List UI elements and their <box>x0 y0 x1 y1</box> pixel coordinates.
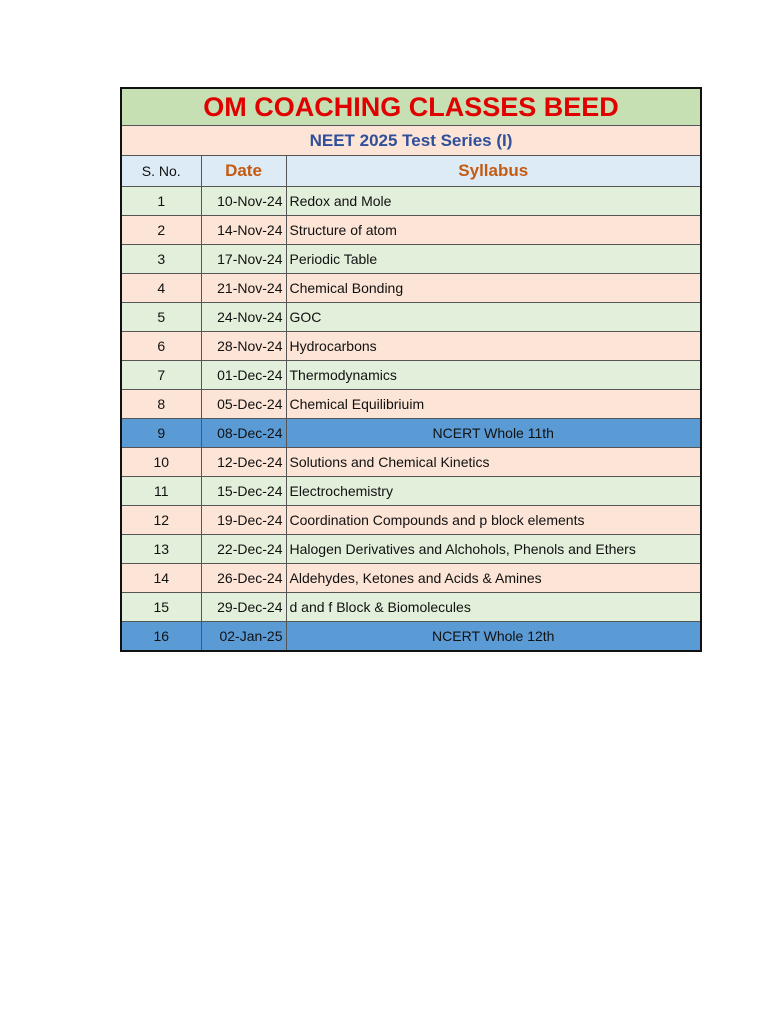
table-row <box>121 506 701 535</box>
row-date: 24-Nov-24 <box>201 303 286 332</box>
page-title: OM COACHING CLASSES BEED <box>121 88 701 126</box>
row-sno: 4 <box>121 274 201 303</box>
table-row <box>121 361 701 390</box>
row-syllabus: Thermodynamics <box>286 361 701 390</box>
row-sno: 7 <box>121 361 201 390</box>
row-syllabus: NCERT Whole 12th <box>286 622 701 652</box>
row-syllabus: Structure of atom <box>286 216 701 245</box>
test-series-table <box>120 87 702 652</box>
row-sno: 14 <box>121 564 201 593</box>
row-date: 05-Dec-24 <box>201 390 286 419</box>
row-sno: 12 <box>121 506 201 535</box>
row-sno: 3 <box>121 245 201 274</box>
row-syllabus: NCERT Whole 11th <box>286 419 701 448</box>
row-syllabus: Electrochemistry <box>286 477 701 506</box>
table-row <box>121 216 701 245</box>
row-sno: 1 <box>121 187 201 216</box>
row-sno: 13 <box>121 535 201 564</box>
page-subtitle: NEET 2025 Test Series (I) <box>121 126 701 156</box>
table-row <box>121 332 701 361</box>
table-row <box>121 622 701 652</box>
row-syllabus: Chemical Equilibriuim <box>286 390 701 419</box>
row-syllabus: Redox and Mole <box>286 187 701 216</box>
row-sno: 10 <box>121 448 201 477</box>
row-date: 17-Nov-24 <box>201 245 286 274</box>
row-date: 21-Nov-24 <box>201 274 286 303</box>
table-row <box>121 187 701 216</box>
row-syllabus: Aldehydes, Ketones and Acids & Amines <box>286 564 701 593</box>
header-syllabus: Syllabus <box>286 156 701 187</box>
row-sno: 9 <box>121 419 201 448</box>
row-date: 22-Dec-24 <box>201 535 286 564</box>
row-sno: 2 <box>121 216 201 245</box>
row-sno: 15 <box>121 593 201 622</box>
row-syllabus: GOC <box>286 303 701 332</box>
row-sno: 5 <box>121 303 201 332</box>
row-syllabus: Halogen Derivatives and Alchohols, Phenols and Ethers <box>286 535 701 564</box>
row-date: 26-Dec-24 <box>201 564 286 593</box>
header-row <box>121 156 701 187</box>
row-date: 28-Nov-24 <box>201 332 286 361</box>
header-date: Date <box>201 156 286 187</box>
row-syllabus: Periodic Table <box>286 245 701 274</box>
row-date: 08-Dec-24 <box>201 419 286 448</box>
row-sno: 16 <box>121 622 201 652</box>
table-row <box>121 274 701 303</box>
row-sno: 11 <box>121 477 201 506</box>
row-syllabus: Coordination Compounds and p block elements <box>286 506 701 535</box>
row-date: 19-Dec-24 <box>201 506 286 535</box>
table-row <box>121 303 701 332</box>
table-row <box>121 390 701 419</box>
table-row <box>121 245 701 274</box>
row-date: 02-Jan-25 <box>201 622 286 652</box>
row-sno: 8 <box>121 390 201 419</box>
header-sno: S. No. <box>121 156 201 187</box>
table-row <box>121 419 701 448</box>
row-date: 15-Dec-24 <box>201 477 286 506</box>
table-row <box>121 593 701 622</box>
row-date: 14-Nov-24 <box>201 216 286 245</box>
table-row <box>121 448 701 477</box>
table-row <box>121 535 701 564</box>
title-row <box>121 88 701 126</box>
row-date: 12-Dec-24 <box>201 448 286 477</box>
row-syllabus: Solutions and Chemical Kinetics <box>286 448 701 477</box>
row-date: 10-Nov-24 <box>201 187 286 216</box>
row-syllabus: Chemical Bonding <box>286 274 701 303</box>
row-date: 01-Dec-24 <box>201 361 286 390</box>
row-sno: 6 <box>121 332 201 361</box>
row-date: 29-Dec-24 <box>201 593 286 622</box>
subtitle-row <box>121 126 701 156</box>
table-row <box>121 564 701 593</box>
row-syllabus: Hydrocarbons <box>286 332 701 361</box>
table-row <box>121 477 701 506</box>
row-syllabus: d and f Block & Biomolecules <box>286 593 701 622</box>
